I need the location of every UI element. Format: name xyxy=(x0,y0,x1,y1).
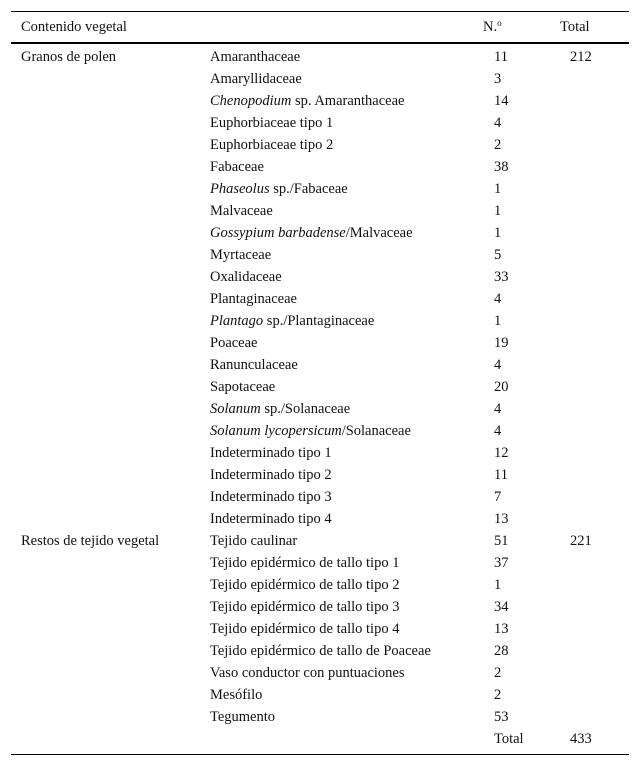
cell-total xyxy=(560,706,629,728)
table-row xyxy=(11,662,629,684)
cell-total xyxy=(560,332,629,354)
cell-count: 3 xyxy=(494,70,502,87)
cell-taxon xyxy=(200,486,483,508)
taxon-text: Amaranthaceae xyxy=(210,48,301,65)
cell-taxon xyxy=(200,464,483,486)
cell-group xyxy=(11,728,200,755)
cell-group xyxy=(11,266,200,288)
cell-total xyxy=(560,266,629,288)
cell-total xyxy=(560,310,629,332)
cell-count: 20 xyxy=(494,378,509,395)
cell-group xyxy=(11,420,200,442)
taxon-text: sp./Fabaceae xyxy=(269,180,348,197)
table-row xyxy=(11,618,629,640)
cell-group xyxy=(11,354,200,376)
cell-total: 221 xyxy=(570,532,592,549)
table-row xyxy=(11,486,629,508)
cell-taxon xyxy=(200,310,483,332)
cell-count: 7 xyxy=(494,488,502,505)
table-row xyxy=(11,222,629,244)
taxon-text: Indeterminado tipo 3 xyxy=(210,488,332,505)
taxon-text: Tejido epidérmico de tallo tipo 1 xyxy=(210,554,400,571)
table-row xyxy=(11,43,629,68)
table-row xyxy=(11,68,629,90)
taxon-text: Mesófilo xyxy=(210,686,263,703)
cell-group xyxy=(11,706,200,728)
taxon-text: Plantaginaceae xyxy=(210,290,297,307)
cell-group: Granos de polen xyxy=(21,48,117,65)
cell-total xyxy=(560,376,629,398)
cell-taxon xyxy=(200,112,483,134)
table-row xyxy=(11,134,629,156)
cell-group xyxy=(11,134,200,156)
taxon-text: Ranunculaceae xyxy=(210,356,298,373)
cell-count: 34 xyxy=(494,598,509,615)
cell-taxon xyxy=(200,222,483,244)
cell-taxon xyxy=(200,288,483,310)
taxon-text: Sapotaceae xyxy=(210,378,276,395)
taxon-italic: Phaseolus xyxy=(210,180,270,197)
table-row xyxy=(11,398,629,420)
table-row xyxy=(11,442,629,464)
header-content: Contenido vegetal xyxy=(21,18,127,35)
cell-count: 1 xyxy=(494,180,502,197)
cell-count: 28 xyxy=(494,642,509,659)
taxon-text: Euphorbiaceae tipo 1 xyxy=(210,114,334,131)
cell-count: 4 xyxy=(494,290,502,307)
cell-group xyxy=(11,574,200,596)
cell-taxon xyxy=(200,156,483,178)
table-row xyxy=(11,200,629,222)
cell-group xyxy=(11,244,200,266)
cell-taxon xyxy=(200,728,483,755)
cell-total xyxy=(560,618,629,640)
cell-group: Restos de tejido vegetal xyxy=(21,532,160,549)
taxon-text: Myrtaceae xyxy=(210,246,272,263)
cell-count: 2 xyxy=(494,686,502,703)
cell-count: 14 xyxy=(494,92,509,109)
cell-group xyxy=(11,508,200,530)
cell-count: 11 xyxy=(494,48,508,65)
taxon-text: /Solanaceae xyxy=(341,422,411,439)
table-row xyxy=(11,354,629,376)
table-row xyxy=(11,90,629,112)
table-row xyxy=(11,552,629,574)
table-container xyxy=(11,11,629,755)
cell-count: 1 xyxy=(494,202,502,219)
table-row xyxy=(11,508,629,530)
cell-count: 37 xyxy=(494,554,509,571)
taxon-italic: Solanum lycopersicum xyxy=(210,422,342,439)
cell-count: 33 xyxy=(494,268,509,285)
cell-count: Total xyxy=(494,730,524,747)
taxon-text: Poaceae xyxy=(210,334,258,351)
table-header xyxy=(11,12,629,44)
header-count-base: N. xyxy=(483,18,498,35)
cell-taxon xyxy=(200,398,483,420)
taxon-text: Malvaceae xyxy=(210,202,273,219)
taxon-text: Indeterminado tipo 2 xyxy=(210,466,332,483)
table-body xyxy=(11,43,629,755)
cell-group xyxy=(11,596,200,618)
table-row xyxy=(11,156,629,178)
cell-group xyxy=(11,398,200,420)
cell-count: 1 xyxy=(494,576,502,593)
taxon-text: Tejido caulinar xyxy=(210,532,298,549)
cell-total xyxy=(560,640,629,662)
cell-group xyxy=(11,618,200,640)
table-row xyxy=(11,244,629,266)
cell-group xyxy=(11,288,200,310)
cell-taxon xyxy=(200,244,483,266)
table-row xyxy=(11,574,629,596)
table-row xyxy=(11,706,629,728)
taxon-text: sp. Amaranthaceae xyxy=(291,92,405,109)
cell-group xyxy=(11,156,200,178)
cell-total xyxy=(560,552,629,574)
taxon-text: Tejido epidérmico de tallo tipo 2 xyxy=(210,576,400,593)
taxon-italic: Solanum xyxy=(210,400,261,417)
taxon-text: Tegumento xyxy=(210,708,276,725)
cell-count: 11 xyxy=(494,466,508,483)
cell-count: 4 xyxy=(494,400,502,417)
header-count-sup: o xyxy=(497,17,502,28)
table-row xyxy=(11,332,629,354)
cell-total xyxy=(560,420,629,442)
taxon-text: Tejido epidérmico de tallo tipo 4 xyxy=(210,620,400,637)
table-row xyxy=(11,310,629,332)
cell-taxon xyxy=(200,200,483,222)
cell-count: 4 xyxy=(494,114,502,131)
cell-count: 12 xyxy=(494,444,509,461)
cell-total xyxy=(560,574,629,596)
cell-total xyxy=(560,134,629,156)
cell-taxon xyxy=(200,90,483,112)
cell-taxon xyxy=(200,552,483,574)
table-row xyxy=(11,640,629,662)
table-row xyxy=(11,684,629,706)
cell-taxon xyxy=(200,354,483,376)
cell-taxon xyxy=(200,662,483,684)
taxon-text: Fabaceae xyxy=(210,158,264,175)
cell-total xyxy=(560,464,629,486)
taxon-italic: Plantago xyxy=(210,312,264,329)
cell-count: 4 xyxy=(494,356,502,373)
taxon-italic: Gossypium barbadense xyxy=(210,224,346,241)
cell-group xyxy=(11,442,200,464)
header-row xyxy=(11,12,629,44)
cell-total xyxy=(560,398,629,420)
taxon-text: sp./Plantaginaceae xyxy=(263,312,375,329)
cell-group xyxy=(11,684,200,706)
cell-total xyxy=(560,486,629,508)
cell-group xyxy=(11,90,200,112)
cell-count: 1 xyxy=(494,224,502,241)
cell-count: 2 xyxy=(494,136,502,153)
cell-total xyxy=(560,222,629,244)
cell-count: 13 xyxy=(494,510,509,527)
cell-group xyxy=(11,222,200,244)
cell-taxon xyxy=(200,684,483,706)
taxon-text: Oxalidaceae xyxy=(210,268,282,285)
cell-taxon xyxy=(200,376,483,398)
cell-count: 1 xyxy=(494,312,502,329)
cell-count: 19 xyxy=(494,334,509,351)
cell-group xyxy=(11,200,200,222)
cell-total xyxy=(560,156,629,178)
cell-group xyxy=(11,310,200,332)
taxon-italic: Chenopodium xyxy=(210,92,292,109)
cell-taxon xyxy=(200,266,483,288)
cell-total xyxy=(560,354,629,376)
cell-total xyxy=(560,442,629,464)
cell-total xyxy=(560,288,629,310)
table-row xyxy=(11,596,629,618)
taxon-text: Vaso conductor con puntuaciones xyxy=(210,664,405,681)
cell-count: 5 xyxy=(494,246,502,263)
cell-group xyxy=(11,662,200,684)
cell-total xyxy=(560,508,629,530)
cell-total: 212 xyxy=(570,48,592,65)
cell-total xyxy=(560,662,629,684)
cell-taxon xyxy=(200,574,483,596)
cell-group xyxy=(11,178,200,200)
taxon-text: Indeterminado tipo 4 xyxy=(210,510,332,527)
cell-count: 13 xyxy=(494,620,509,637)
taxon-text: Tejido epidérmico de tallo de Poaceae xyxy=(210,642,431,659)
cell-taxon xyxy=(200,530,483,552)
cell-group xyxy=(11,68,200,90)
cell-group xyxy=(11,112,200,134)
cell-taxon xyxy=(200,420,483,442)
cell-total xyxy=(560,244,629,266)
cell-count: 2 xyxy=(494,664,502,681)
cell-total xyxy=(560,112,629,134)
cell-count: 38 xyxy=(494,158,509,175)
cell-taxon xyxy=(200,508,483,530)
taxon-text: Amaryllidaceae xyxy=(210,70,302,87)
taxon-text: Indeterminado tipo 1 xyxy=(210,444,332,461)
table-row xyxy=(11,288,629,310)
taxon-text: /Malvaceae xyxy=(345,224,413,241)
table-row xyxy=(11,178,629,200)
cell-total xyxy=(560,596,629,618)
cell-count: 51 xyxy=(494,532,509,549)
header-total: Total xyxy=(560,18,590,35)
cell-taxon xyxy=(200,442,483,464)
cell-count: 53 xyxy=(494,708,509,725)
cell-group xyxy=(11,552,200,574)
cell-total xyxy=(560,68,629,90)
cell-taxon xyxy=(200,43,483,68)
cell-taxon xyxy=(200,178,483,200)
cell-taxon xyxy=(200,618,483,640)
cell-group xyxy=(11,332,200,354)
table-row xyxy=(11,112,629,134)
cell-taxon xyxy=(200,640,483,662)
table-row xyxy=(11,464,629,486)
table-row xyxy=(11,728,629,755)
cell-taxon xyxy=(200,68,483,90)
cell-total xyxy=(560,178,629,200)
cell-group xyxy=(11,640,200,662)
cell-group xyxy=(11,376,200,398)
cell-group xyxy=(11,486,200,508)
taxon-text: sp./Solanaceae xyxy=(260,400,351,417)
cell-total xyxy=(560,90,629,112)
header-count xyxy=(483,12,560,44)
table-row xyxy=(11,266,629,288)
cell-group xyxy=(11,464,200,486)
taxon-text: Euphorbiaceae tipo 2 xyxy=(210,136,334,153)
cell-total xyxy=(560,200,629,222)
plant-content-table xyxy=(11,11,629,755)
taxon-text: Tejido epidérmico de tallo tipo 3 xyxy=(210,598,400,615)
cell-taxon xyxy=(200,134,483,156)
cell-taxon xyxy=(200,706,483,728)
cell-total: 433 xyxy=(570,730,592,747)
table-row xyxy=(11,420,629,442)
table-row xyxy=(11,530,629,552)
table-row xyxy=(11,376,629,398)
cell-taxon xyxy=(200,596,483,618)
cell-total xyxy=(560,684,629,706)
cell-taxon xyxy=(200,332,483,354)
cell-count: 4 xyxy=(494,422,502,439)
